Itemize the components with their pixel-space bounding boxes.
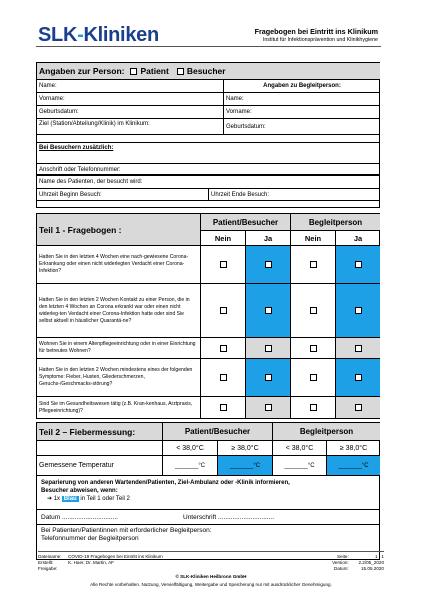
- q4-begleit-nein[interactable]: [291, 359, 336, 397]
- question-2: Hatten Sie in den letzten 2 Wochen Kontakt zu einer Person, die in den letzten 4 Wochen an Corona erkrankt war oder einen nicht widerleg-ten Verdacht einer Corona-Infektion hatte oder sind Sie selbst aktuell in häuslicher Quarantä-ne?: [37, 284, 201, 338]
- teil1-title: Teil 1 - Fragebogen :: [37, 214, 201, 246]
- q1-patient-ja[interactable]: [246, 246, 291, 284]
- q3-begleit-nein[interactable]: [291, 338, 336, 359]
- checkbox-icon[interactable]: [220, 345, 227, 352]
- checkbox-icon[interactable]: [265, 307, 272, 314]
- slk-logo: SLK-Kliniken: [38, 24, 159, 46]
- question-3: Wohnen Sie in einem Altenpflegeeinrichtung oder in einer Einrichtung für betreutes Wohnen?: [37, 338, 201, 359]
- begleit-geburtsdatum-field[interactable]: Geburtsdatum:: [224, 119, 380, 135]
- form-title: Fragebogen bei Eintritt ins Klinikum: [254, 27, 378, 36]
- teil1-ja-1: Ja: [246, 231, 291, 246]
- checkbox-icon[interactable]: [310, 261, 317, 268]
- checkbox-icon[interactable]: [265, 404, 272, 411]
- teil2-lt-1: < 38,0°C: [163, 441, 218, 456]
- teil1-nein-2: Nein: [291, 231, 336, 246]
- footer-rights: Alle Rechte vorbehalten. Nutzung, Vervielfältigung, Weitergabe und Speicherung nur mit ausdrücklicher Genehmigung.: [90, 582, 332, 587]
- teil1-section: [36, 213, 380, 419]
- footer-copyright: © SLK-Kliniken Heilbronn GmbH: [175, 574, 247, 579]
- begleit-telefon[interactable]: Bei Patienten/Patientinnen mit erforderlicher Begleitperson: Telefonnummer der Begleitperson: [41, 527, 212, 542]
- checkbox-icon[interactable]: [310, 345, 317, 352]
- checkbox-icon[interactable]: [355, 374, 362, 381]
- q4-patient-nein[interactable]: [201, 359, 246, 397]
- begleit-title: Angaben zu Begleitperson:: [224, 80, 380, 93]
- unterschrift-field[interactable]: Unterschrift ...............................: [183, 514, 275, 521]
- teil2-lt-2: < 38,0°C: [273, 441, 327, 456]
- header-divider: [36, 46, 381, 47]
- checkbox-icon[interactable]: [310, 374, 317, 381]
- checkbox-icon[interactable]: [355, 404, 362, 411]
- checkbox-icon[interactable]: [265, 261, 272, 268]
- separation-section: [36, 476, 380, 560]
- checkbox-icon[interactable]: [265, 374, 272, 381]
- besucher-zusatz-title: Bei Besuchern zusätzlich:: [39, 144, 114, 151]
- q4-begleit-ja[interactable]: [336, 359, 380, 397]
- arrow-icon: ➜: [47, 496, 53, 502]
- checkbox-icon[interactable]: [355, 345, 362, 352]
- footer-right: Seite: 1 / 1 Version: 2.2/05_2020 Datum: 15.05.2020: [332, 554, 384, 571]
- datum-field[interactable]: Datum ...............................: [41, 514, 118, 521]
- person-section: [36, 62, 380, 175]
- question-1: Hatten Sie in den letzten 4 Wochen eine nach-gewiesene Corona-Erkrankung oder einen nicht widerlegten Verdacht einer Corona-Infektion?: [37, 246, 201, 284]
- checkbox-icon[interactable]: [265, 345, 272, 352]
- q1-begleit-ja[interactable]: [336, 246, 380, 284]
- teil2-title: Teil 2 – Fiebermessung:: [37, 423, 163, 441]
- q2-begleit-nein[interactable]: [291, 284, 336, 338]
- name-field[interactable]: Name:: [37, 80, 224, 93]
- besucher-section: [36, 163, 380, 208]
- teil2-patient-header: Patient/Besucher: [163, 423, 273, 441]
- teil2-ge-2: ≥ 38,0°C: [327, 441, 380, 456]
- q2-patient-nein[interactable]: [201, 284, 246, 338]
- spacer-row: [37, 135, 380, 143]
- vorname-field[interactable]: Vorname:: [37, 93, 224, 106]
- beginn-field[interactable]: Uhrzeit Beginn Besuch:: [37, 189, 209, 201]
- anschrift-field[interactable]: Anschrift oder Telefonnummer:: [37, 164, 380, 176]
- checkbox-icon[interactable]: [310, 404, 317, 411]
- checkbox-icon[interactable]: [220, 307, 227, 314]
- begleit-name-field[interactable]: Name:: [224, 93, 380, 106]
- temp-begleit-lt[interactable]: _______ °C: [273, 456, 327, 475]
- q4-patient-ja[interactable]: [246, 359, 291, 397]
- teil1-ja-2: Ja: [336, 231, 380, 246]
- checkbox-icon[interactable]: [220, 404, 227, 411]
- question-5: Sind Sie im Gesundheitswesen tätig (z.B. Kran-kenhaus, Arztpraxis, Pflegeeinrichtung)?: [37, 397, 201, 418]
- besucher-checkbox[interactable]: [177, 68, 184, 75]
- q2-patient-ja[interactable]: [246, 284, 291, 338]
- teil1-patient-header: Patient/Besucher: [201, 214, 291, 231]
- checkbox-icon[interactable]: [220, 261, 227, 268]
- checkbox-icon[interactable]: [220, 374, 227, 381]
- q3-patient-ja[interactable]: [246, 338, 291, 359]
- checkbox-icon[interactable]: [310, 307, 317, 314]
- sign-divider: [37, 509, 379, 510]
- bottom-divider: [37, 524, 379, 525]
- geburtsdatum-field[interactable]: Geburtsdatum:: [37, 106, 224, 119]
- footer-left: Dateiname: COVID-19 Fragebogen bei Eintritt ins Klinikum Erstellt: K. Haer, Dr. Martin, AF Freigabe:: [38, 554, 163, 571]
- temp-patient-ge[interactable]: _______ °C: [218, 456, 273, 475]
- q3-patient-nein[interactable]: [201, 338, 246, 359]
- person-section-header: Angaben zur Person: Patient Besucher: [37, 63, 380, 80]
- form-subtitle: Institut für Infektionsprävention und Klinikhygiene: [262, 37, 378, 43]
- q1-patient-nein[interactable]: [201, 246, 246, 284]
- teil1-nein-1: Nein: [201, 231, 246, 246]
- teil2-ge-1: ≥ 38,0°C: [218, 441, 273, 456]
- q5-begleit-ja[interactable]: [336, 397, 380, 418]
- begleit-vorname-field[interactable]: Vorname:: [224, 106, 380, 119]
- separation-text: Separierung von anderen Wartenden/Patienten, Ziel-Ambulanz oder -Klinik informieren, Besucher abweisen, wenn: ➜ 1x Blau in Teil 1 oder Teil 2: [41, 480, 290, 502]
- checkbox-icon[interactable]: [355, 261, 362, 268]
- q1-begleit-nein[interactable]: [291, 246, 336, 284]
- checkbox-icon[interactable]: [355, 307, 362, 314]
- temp-begleit-ge[interactable]: _______ °C: [327, 456, 380, 475]
- ziel-field[interactable]: Ziel (Station/Abteilung/Klinik) im Klinikum:: [37, 119, 224, 135]
- q5-patient-nein[interactable]: [201, 397, 246, 418]
- q2-begleit-ja[interactable]: [336, 284, 380, 338]
- q5-patient-ja[interactable]: [246, 397, 291, 418]
- ende-field[interactable]: Uhrzeit Ende Besuch:: [209, 189, 380, 201]
- patient-name-field[interactable]: Name des Patienten, der besucht wird:: [37, 176, 380, 189]
- q5-begleit-nein[interactable]: [291, 397, 336, 418]
- teil2-begleit-header: Begleitperson: [273, 423, 380, 441]
- teil2-empty: [37, 441, 163, 456]
- q3-begleit-ja[interactable]: [336, 338, 380, 359]
- teil2-section: [36, 422, 380, 476]
- teil1-begleit-header: Begleitperson: [291, 214, 380, 231]
- footer-divider: [38, 551, 384, 552]
- question-4: Hatten Sie in den letzten 2 Wochen mindestens eines der folgenden Symptome: Fieber, Husten, Gliederschmerzen, Geruchs-/Geschmacks-störung?: [37, 359, 201, 397]
- patient-checkbox[interactable]: [130, 68, 137, 75]
- temperature-label: Gemessene Temperatur: [37, 456, 163, 475]
- temp-patient-lt[interactable]: _______ °C: [163, 456, 218, 475]
